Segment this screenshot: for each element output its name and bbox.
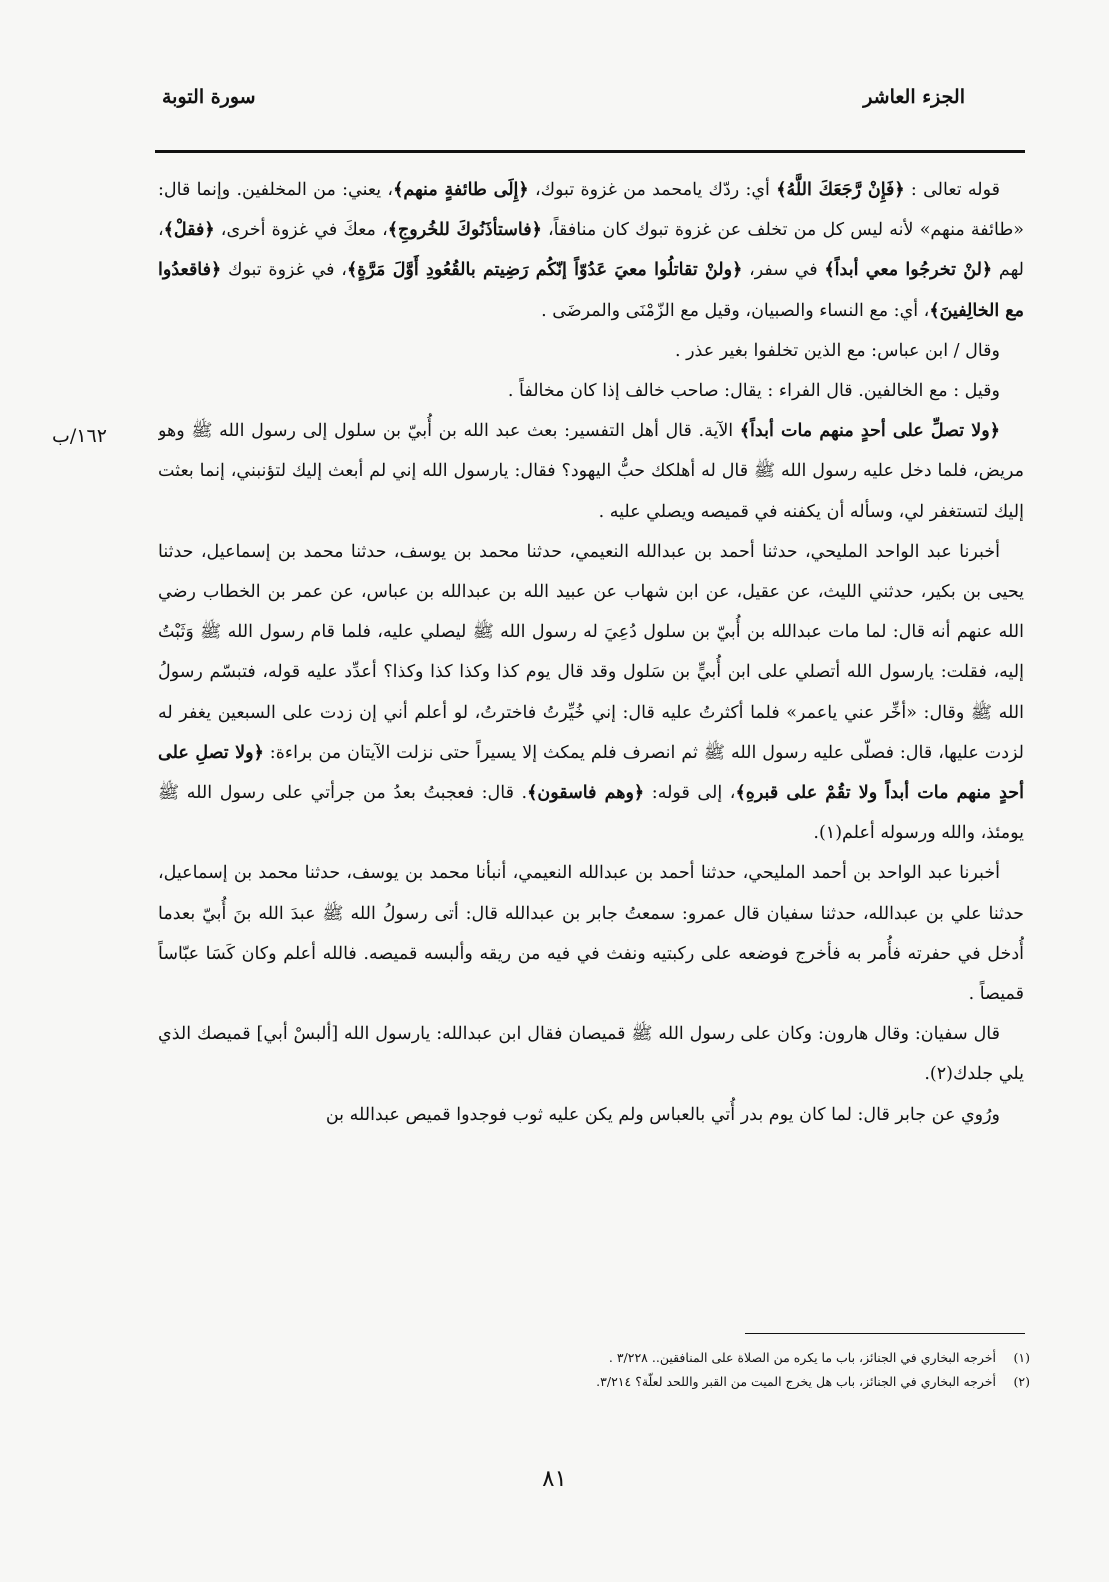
quran-verse: ﴿لنْ تخرجُوا معي أبداً﴾ [824,260,993,281]
paragraph-text: ورُوي عن جابر قال: لما كان يوم بدر أُتي بالعباس ولم يكن عليه ثوب فوجدوا قميص عبدالله بن [325,1104,1000,1125]
paragraph-text: أخبرنا عبد الواحد المليحي، حدثنا أحمد بن عبدالله النعيمي، حدثنا محمد بن يوسف، حدثنا محمد بن إسماعيل، حدثنا يحيى بن بكير، حدثني الليث، عن عقيل، عن ابن شهاب عن عبيد الله بن عبدالله بن عباس، عن عمر بن الخطاب رضي الله عنهم أنه قال: لما مات عبدالله بن أُبيّ بن سلول دُعِيَ له رسول الله ﷺ ليصلي عليه، فلما قام رسول الله ﷺ وَثَبْتُ إليه، فقلت: يارسول الله أتصلي على ابن أُبيٍّ بن سَلول وقد قال يوم كذا وكذا كذا وكذا؟ أعدِّد عليه قوله، فتبسّم رسولُ الله ﷺ وقال: «أخِّر عني ياعمر» فلما أكثرتُ عليه قال: إني خُيِّرتُ فاخترتُ، لو أعلم أني إن زدت على السبعين يغفر له لزدت عليها، قال: فصلّى عليه رسول الله ﷺ ثم انصرف فلم يمكث إلا يسيراً حتى نزلت الآيتان من براءة: [158,541,1024,763]
paragraph [158,371,1024,411]
paragraph-text: ، يعني: من المخلفين. وإنما قال: «طائفة منهم» لأنه ليس كل من تخلف عن غزوة تبوك كان منافقاً، [158,180,1024,241]
paragraph-text: قال سفيان: وقال هارون: وكان على رسول الله ﷺ قميصان فقال ابن عبدالله: يارسول الله [ألبسْ أبي] قميصك الذي يلي جلدك(٢). [158,1024,1024,1085]
paragraph-text: ، إلى قوله: [644,783,736,804]
paragraph-text: الآية. قال أهل التفسير: بعث عبد الله بن أُبيّ بن سلول إلى رسول الله ﷺ وهو مريض، فلما دخل عليه رسول الله ﷺ قال له أهلكك حبُّ اليهود؟ فقال: يارسول الله إني لم أبعث إليك لتؤنبني، إنما بعثت إليك لتستغفر لي، وسأله أن يكفنه في قميصه ويصلي عليه . [158,421,1024,522]
paragraph-text: . قال: فعجبتُ بعدُ من جرأتي على رسول الله ﷺ يومئذ، والله ورسوله أعلم(١). [158,783,1024,844]
footnote-1-text: أخرجه البخاري في الجنائز، باب ما يكره من الصلاة على المنافقين.. ٣/٢٢٨ . [608,1350,996,1365]
paragraph [158,411,1024,532]
paragraph-text: ، في غزوة تبوك [221,260,347,281]
header-divider [155,150,1025,153]
quran-verse: ﴿إِلَى طائفةٍ منهم﴾ [393,180,529,200]
footnote-1-number: (١) [1013,1350,1030,1365]
quran-verse: ﴿فقلْ﴾ [163,220,215,241]
paragraph-text: أي: ردّك يامحمد من غزوة تبوك، [528,180,777,200]
paragraph [158,532,1024,854]
commentary-body [158,170,1024,1440]
footnotes [440,1346,1030,1418]
quran-verse: ﴿ولا تصلِّ على أحدٍ منهم مات أبداً﴾ [739,421,1000,442]
footnote-1 [440,1346,1030,1370]
footnote-2 [440,1370,1030,1394]
paragraph-text: في سفر، [742,260,825,281]
footnote-2-text: أخرجه البخاري في الجنائز، باب هل يخرج الميت من القبر واللحد لعلّة؟ ٣/٢١٤. [596,1374,996,1389]
quran-verse: ﴿ولنْ تقاتلُوا معيَ عَدُوّاً إنّكُم رَضِيتم بالقُعُودِ أَوَّلَ مَرَّةٍ﴾ [346,260,743,281]
footnote-divider [745,1333,1025,1334]
footnote-2-number: (٢) [1013,1374,1030,1389]
margin-folio-note: ١٦٢/ب [52,425,107,447]
paragraph-text: ، معكَ في غزوة أخرى، [214,220,388,241]
quran-verse: ﴿فاستأذَنُوكَ للخُروجِ﴾ [387,220,542,241]
page-number: ٨١ [542,1466,567,1492]
paragraph-text: أخبرنا عبد الواحد بن أحمد المليحي، حدثنا أحمد بن عبدالله النعيمي، أنبأنا محمد بن يوسف، حدثنا محمد بن إسماعيل، حدثنا علي بن عبدالله، حدثنا سفيان قال عمرو: سمعتُ جابر بن عبدالله قال: أتى رسولُ الله ﷺ عبدَ الله بنَ أُبيّ بعدما أُدخل في حفرته فأُمر به فأخرج فوضعه على ركبتيه ونفث في فيه من ريقه وألبسه قميصه. فالله أعلم وكان كَسَا عبّاساً قميصاً . [158,863,1024,1005]
quran-verse: ﴿وهم فاسقون﴾ [527,783,645,804]
paragraph-text: وقيل : مع الخالفين. قال الفراء : يقال: صاحب خالف إذا كان مخالفاً . [507,381,1000,402]
paragraph-text: ، أي: مع النساء والصبيان، وقيل مع الزّمْنَى والمرضَى . [541,300,930,321]
quran-verse: ﴿فَإِنْ رَّجَعَكَ اللَّهُ﴾ [776,180,905,200]
paragraph [158,1095,1024,1135]
paragraph [158,1014,1024,1094]
paragraph-text: ، لهم [158,220,1024,281]
quran-verse: ﴿فاقعدُوا مع الخالِفينَ﴾ [158,260,1024,321]
quran-verse: ﴿ولا تصلِ على أحدٍ منهم مات أبداً ولا تقُمْ على قبرهِ﴾ [158,742,1024,804]
paragraph [158,853,1024,1014]
paragraph [158,170,1024,331]
surah-title: سورة التوبة [162,86,256,108]
paragraph [158,331,1024,371]
paragraph-text: قوله تعالى : [904,180,1001,200]
paragraph-text: وقال / ابن عباس: مع الذين تخلفوا بغير عذر . [674,340,1000,361]
part-title: الجزء العاشر [863,86,965,108]
